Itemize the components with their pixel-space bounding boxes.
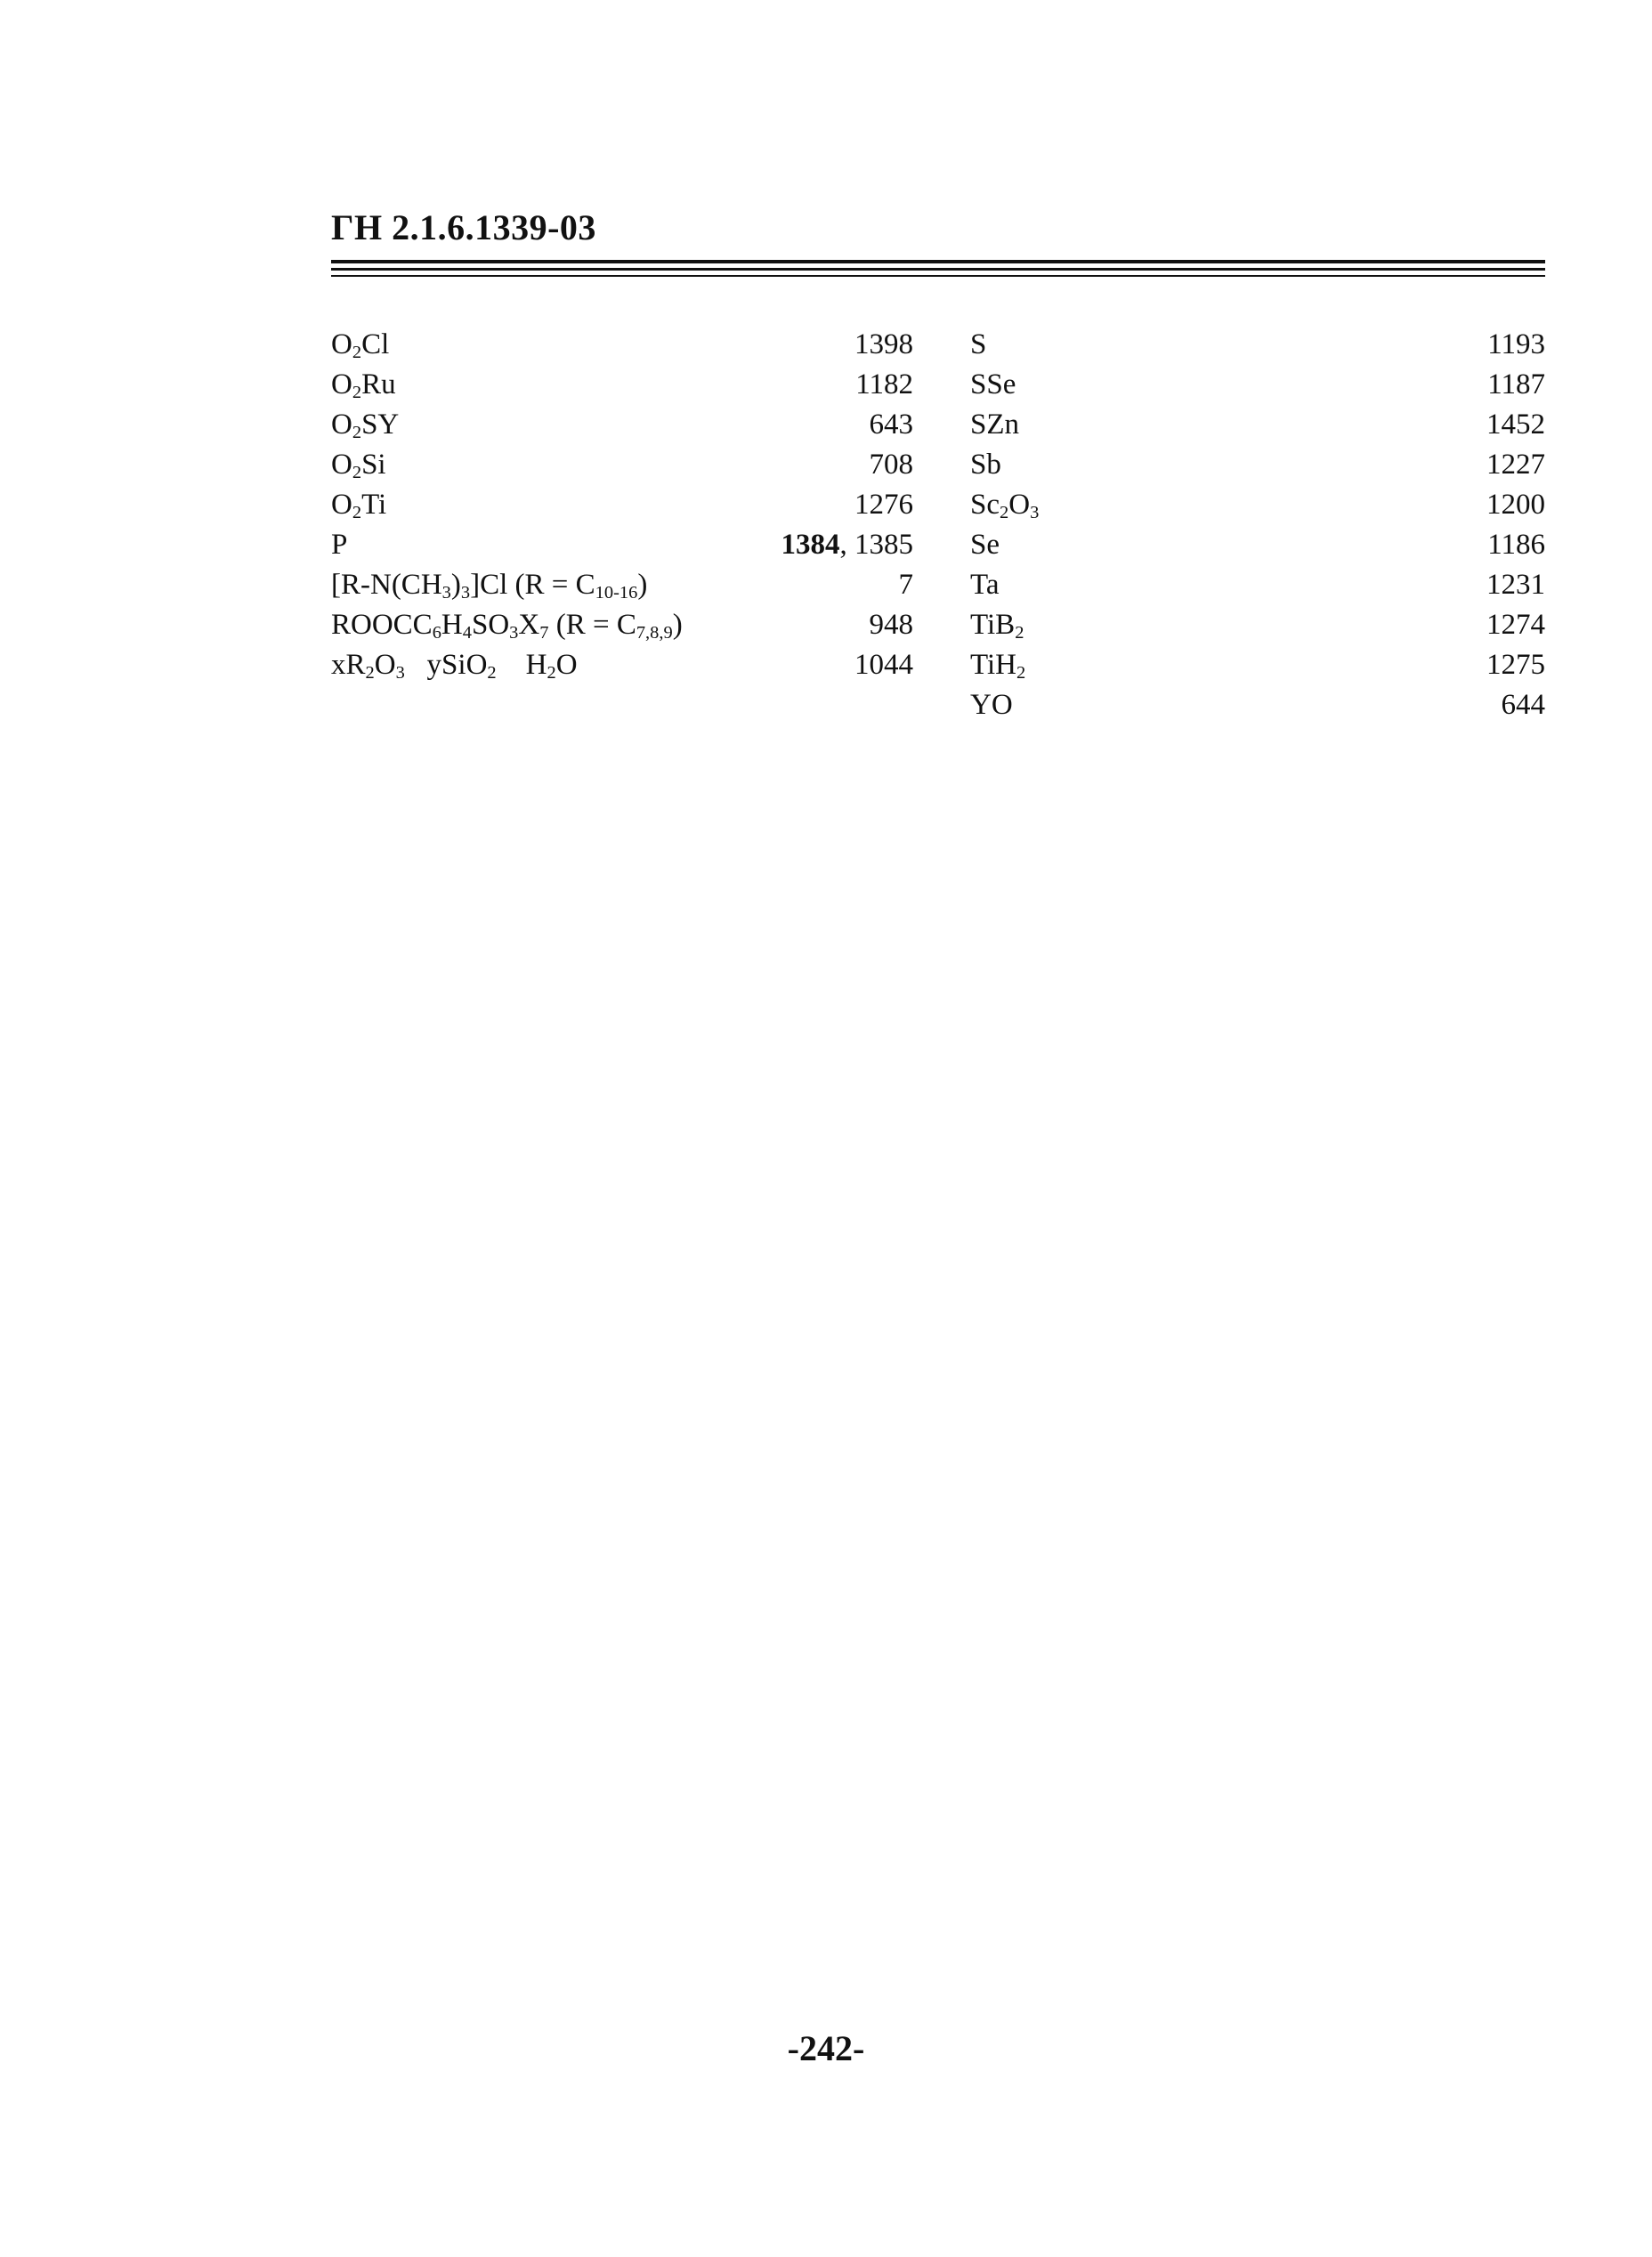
substance-formula: $O_2Cl$ — [331, 328, 390, 363]
index-entry — [331, 645, 913, 685]
index-column-left — [331, 325, 913, 685]
index-entry — [970, 445, 1545, 485]
substance-formula: $O_2Ti$ — [331, 489, 387, 523]
substance-formula: $ROOCC_6H_4SO_3X_7$ $(R = C_{7,8,9})$ — [331, 609, 683, 643]
entry-reference-number: 1452 — [1486, 409, 1545, 441]
index-entry — [970, 405, 1545, 445]
index-entry — [970, 365, 1545, 405]
entry-reference-number: 1193 — [1487, 328, 1545, 360]
index-entry — [970, 565, 1545, 605]
substance-formula: $[R-N(CH_3)_3]Cl$ $(R = C_{10-16})$ — [331, 569, 648, 603]
index-entry — [970, 645, 1545, 685]
index-entry — [331, 525, 913, 565]
entry-reference-number: 1276 — [854, 489, 913, 521]
index-entry — [331, 605, 913, 645]
header-rule — [331, 268, 1545, 271]
substance-formula: SZn — [970, 409, 1020, 441]
entry-reference-number: 1182 — [855, 368, 913, 400]
index-entry — [970, 485, 1545, 525]
index-entry — [970, 525, 1545, 565]
substance-formula: $O_2SY$ — [331, 409, 400, 443]
header-rule — [331, 275, 1545, 277]
substance-formula: $O_2Ru$ — [331, 368, 396, 403]
index-entry — [331, 445, 913, 485]
entry-reference-number: 1227 — [1486, 449, 1545, 481]
entry-reference-number: 644 — [1501, 689, 1545, 721]
header-rule — [331, 260, 1545, 263]
index-entry — [331, 485, 913, 525]
substance-formula: Se — [970, 529, 1000, 561]
index-entry — [331, 365, 913, 405]
substance-formula: TiH$_2$ — [970, 649, 1026, 684]
entry-reference-number: 948 — [869, 609, 913, 641]
entry-reference-number: 1274 — [1486, 609, 1545, 641]
substance-formula: $xR_2O_3$ ySiO$_2$ $H_2O$ — [331, 649, 578, 684]
entry-reference-number: 1200 — [1486, 489, 1545, 521]
entry-reference-number: 1044 — [854, 649, 913, 681]
entry-reference-number: 1275 — [1486, 649, 1545, 681]
entry-reference-number: 708 — [869, 449, 913, 481]
substance-formula: Ta — [970, 569, 1000, 601]
index-entry — [331, 405, 913, 445]
substance-formula: P — [331, 529, 348, 561]
index-column-right — [970, 325, 1545, 725]
entry-reference-number: 1186 — [1487, 529, 1545, 561]
page-number: -242- — [787, 2028, 865, 2068]
substance-formula: SSe — [970, 368, 1016, 400]
index-entry — [331, 565, 913, 605]
substance-formula: YO — [970, 689, 1013, 721]
index-entry — [970, 685, 1545, 725]
entry-reference-number: 1187 — [1487, 368, 1545, 400]
substance-formula: S — [970, 328, 987, 360]
entry-reference-number: 7 — [898, 569, 913, 601]
index-entry — [970, 325, 1545, 365]
entry-reference-number: 1398 — [854, 328, 913, 360]
substance-formula: Sb — [970, 449, 1001, 481]
substance-formula: $O_2Si$ — [331, 449, 386, 483]
index-entry — [331, 325, 913, 365]
entry-reference-number: 643 — [869, 409, 913, 441]
index-entry — [970, 605, 1545, 645]
entry-reference-number: 1231 — [1486, 569, 1545, 601]
substance-formula: $Sc_2O_3$ — [970, 489, 1040, 523]
entry-reference-number: 1384, 1385 — [781, 529, 913, 561]
substance-formula: TiB$_2$ — [970, 609, 1024, 643]
document-header: ГН 2.1.6.1339-03 — [331, 207, 596, 247]
